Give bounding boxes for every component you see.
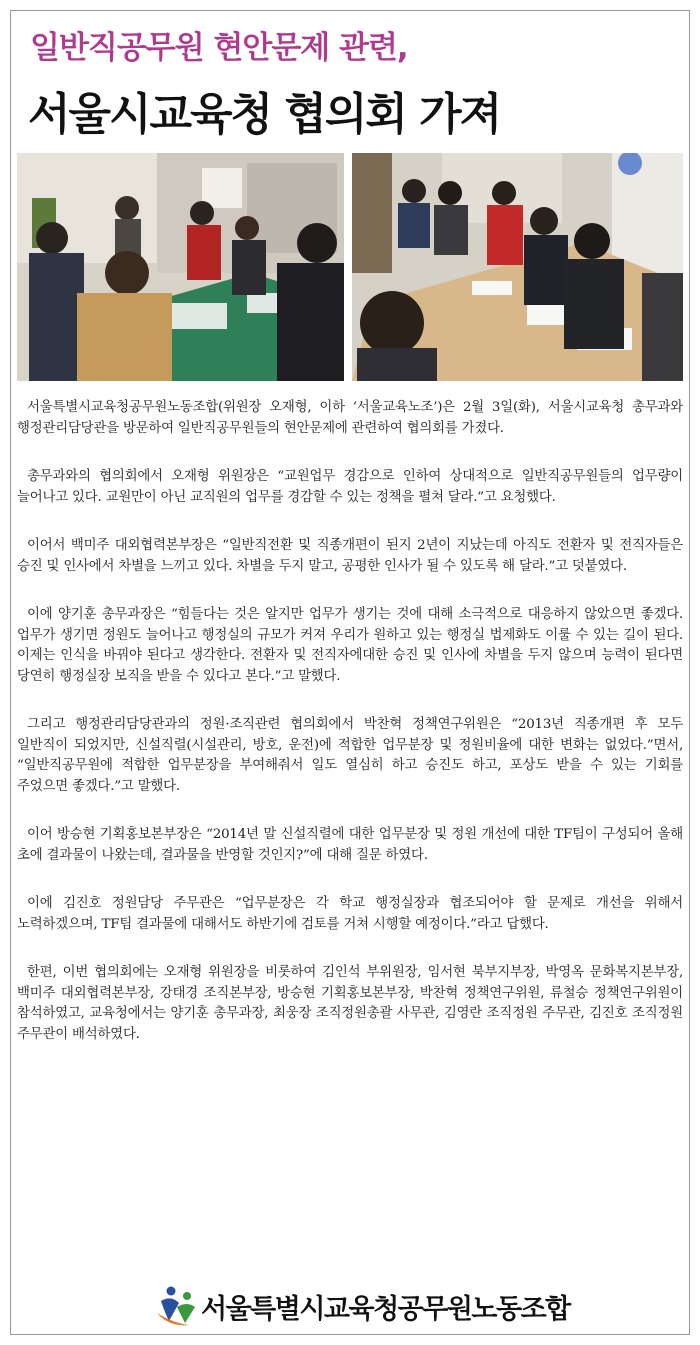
paragraph-4: 이에 양기훈 총무과장은 “힘들다는 것은 알지만 업무가 생기는 것에 대해 소극적으로 대응하지 않았으면 좋겠다. 업무가 생기면 정원도 늘어나고 행정실의 규모가 커져 우리가 원하고 있는 행정실 법제화도 이룰 수 있는 길이 된다. 이제는 인식을 바꿔야 된다고 생각한다. 전환자 및 전직자에대한 승진 및 인사에 차별을 두지 않으며 능력이 된다면 당연히 행정실장 보직을 받을 수 있다고 본다.”고 말했다.: [17, 607, 683, 684]
paragraph-8: 한편, 이번 협의회에는 오재형 위원장을 비롯하여 김인석 부위원장, 임서현 북부지부장, 박영옥 문화복지본부장, 백미주 대외협력본부장, 강태경 조직본부장, 방승현 기획홍보본부장, 박찬혁 정책연구위원, 류철승 정책연구위원이 참석하였고, 교육청에서는 양기훈 총무과장, 최웅장 조직정원총괄 사무관, 김영란 조직정원 주무관, 김진호 조직정원 주무관이 배석하였다.: [17, 965, 683, 1042]
union-emblem-icon: [155, 1283, 199, 1327]
article-title: 서울시교육청 협의회 가져: [28, 89, 501, 140]
paragraph-3: 이어서 백미주 대외협력본부장은 “일반직전환 및 직종개편이 된지 2년이 지났는데 아직도 전환자 및 전직자들은 승진 및 인사에서 차별을 느끼고 있다. 차별을 두지 말고, 공평한 인사가 될 수 있도록 해 달라.”고 덧붙였다.: [17, 538, 683, 574]
paragraph-1: 서울특별시교육청공무원노동조합(위원장 오재형, 이하 ‘서울교육노조’)은 2월 3일(화), 서울시교육청 총무과와 행정관리담당관을 방문하여 일반직공무원들의 현안문제에 관련하여 협의회를 가졌다.: [17, 400, 683, 436]
meeting-photo-left: [17, 153, 344, 381]
paragraph-7: 이에 김진호 정원담당 주무관은 “업무분장은 각 학교 행정실장과 협조되어야 할 문제로 개선을 위해서 노력하겠으며, TF팀 결과물에 대해서도 하반기에 검토를 거쳐 시행할 예정이다.”라고 답했다.: [17, 896, 683, 932]
paragraph-5: 그리고 행정관리담당관과의 정원·조직관련 협의회에서 박찬혁 정책연구위원은 “2013년 직종개편 후 모두 일반직이 되었지만, 신설직렬(시설관리, 방호, 운전)에 적합한 업무분장 및 정원비율에 대한 변화는 없었다.”면서, “일반직공무원에 적합한 업무분장을 부여해줘서 일도 열심히 하고 승진도 하고, 포상도 받을 수 있는 기회를 주었으면 좋겠다.”고 말했다.: [17, 717, 683, 794]
meeting-photo-right: [352, 153, 683, 381]
article-subtitle: 일반직공무원 현안문제 관련,: [30, 30, 408, 66]
paragraph-6: 이어 방승현 기획홍보본부장은 “2014년 말 신설직렬에 대한 업무분장 및 정원 개선에 대한 TF팀이 구성되어 올해 초에 결과물이 나왔는데, 결과물을 반영할 것인지?”에 대해 질문 하였다.: [17, 827, 683, 863]
paragraph-2: 총무과와의 협의회에서 오재형 위원장은 “교원업무 경감으로 인하여 상대적으로 일반직공무원들의 업무량이 늘어나고 있다. 교원만이 아닌 교직원의 업무를 경감할 수 있는 정책을 펼쳐 달라.”고 요청했다.: [17, 469, 683, 505]
union-name: 서울특별시교육청공무원노동조합: [201, 1294, 570, 1325]
union-logo: [155, 1283, 595, 1327]
article-body: [17, 398, 683, 1073]
